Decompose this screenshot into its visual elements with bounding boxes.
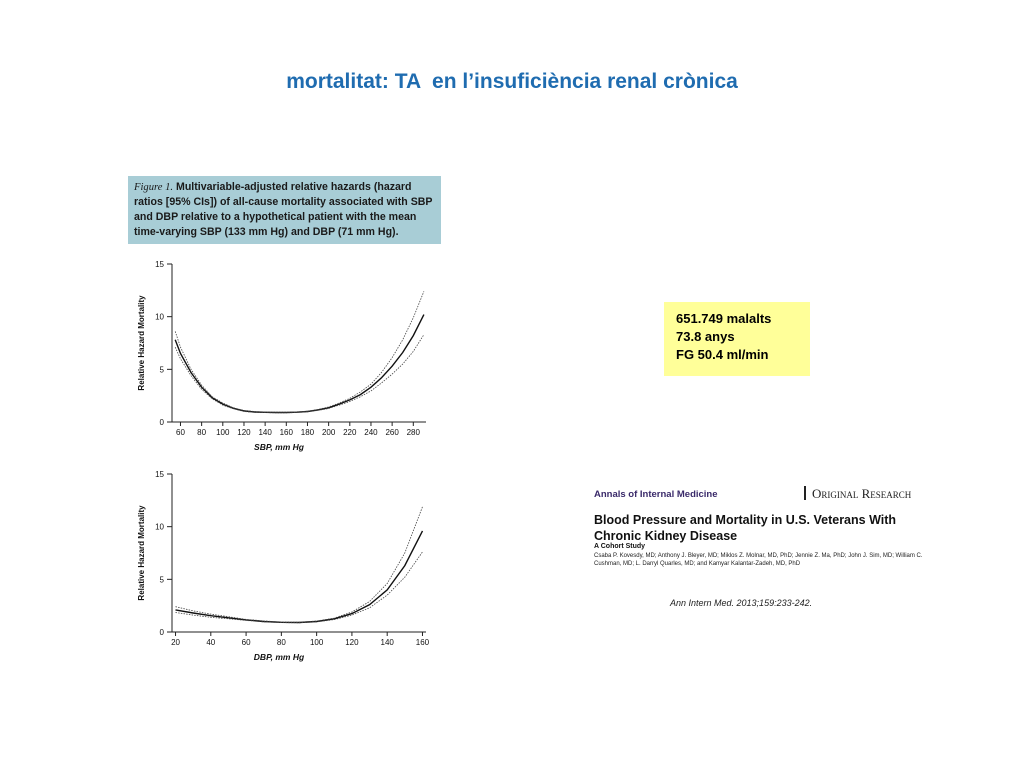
y-tick-label: 0 — [159, 418, 164, 427]
x-tick-label: 240 — [364, 428, 378, 437]
article-citation: Ann Intern Med. 2013;159:233-242. — [670, 598, 813, 608]
x-tick-label: 160 — [415, 638, 430, 647]
x-tick-label: 80 — [276, 638, 286, 647]
y-tick-label: 15 — [155, 260, 164, 269]
lower-ci-line — [176, 552, 423, 623]
x-axis-label: DBP, mm Hg — [253, 652, 305, 662]
patient-summary-note — [664, 302, 810, 376]
note-line-patients: 651.749 malalts — [676, 311, 772, 326]
y-tick-label: 5 — [159, 575, 164, 585]
article-section — [804, 486, 911, 502]
upper-ci-line — [176, 507, 423, 623]
y-tick-label: 5 — [159, 365, 164, 375]
y-axis-label: Relative Hazard Mortality — [137, 295, 146, 391]
hazard-line — [175, 315, 424, 413]
y-tick-label: 15 — [155, 470, 164, 479]
x-tick-label: 40 — [206, 638, 216, 647]
x-tick-label: 260 — [385, 428, 399, 437]
x-tick-label: 140 — [258, 428, 272, 437]
x-axis-label: SBP, mm Hg — [254, 442, 304, 452]
section-divider — [804, 486, 806, 500]
x-tick-label: 60 — [241, 638, 251, 647]
figure-caption — [128, 176, 441, 244]
x-tick-label: 200 — [321, 428, 336, 437]
y-axis-label: Relative Hazard Mortality — [137, 505, 146, 601]
x-tick-label: 100 — [216, 428, 230, 437]
x-tick-label: 20 — [171, 638, 180, 647]
x-tick-label: 80 — [197, 428, 207, 437]
y-tick-label: 10 — [155, 522, 164, 532]
section-label: Original Research — [812, 486, 912, 501]
x-tick-label: 140 — [380, 638, 394, 647]
upper-ci-line — [175, 291, 424, 412]
x-tick-label: 220 — [343, 428, 357, 437]
dbp-mortality-chart — [128, 466, 438, 670]
x-tick-label: 180 — [300, 428, 315, 437]
note-line-age: 73.8 anys — [676, 329, 735, 344]
y-tick-label: 10 — [155, 312, 164, 322]
x-tick-label: 60 — [176, 428, 185, 437]
note-line-gfr: FG 50.4 ml/min — [676, 347, 769, 362]
x-tick-label: 100 — [309, 638, 324, 647]
slide-title: mortalitat: TA en l’insuficiència renal crònica — [286, 70, 738, 93]
article-subtitle: A Cohort Study — [594, 543, 646, 550]
x-tick-label: 280 — [406, 428, 420, 437]
article-authors: Csaba P. Kovesdy, MD; Anthony J. Bleyer, MD; Miklos Z. Molnar, MD, PhD; Jennie Z. Ma, PhD; John J. Sim, MD; William C. Cushman, MD; L. Darryl Quarles, MD; and Kamyar Kalantar-Zadeh, MD, PhD — [594, 553, 923, 567]
x-tick-label: 120 — [237, 428, 251, 437]
figure-label: Figure 1. — [134, 182, 174, 193]
y-tick-label: 0 — [159, 628, 164, 637]
x-tick-label: 120 — [345, 638, 359, 647]
x-tick-label: 160 — [279, 428, 293, 437]
hazard-line — [176, 531, 423, 623]
lower-ci-line — [175, 335, 424, 413]
journal-name: Annals of Internal Medicine — [594, 489, 718, 500]
sbp-mortality-chart — [128, 256, 438, 460]
figure-caption-text: Multivariable-adjusted relative hazards (hazard ratios [95% CIs]) of all-cause mortality associated with SBP and DBP relative to a hypothetical patient with the mean time-varying SBP (133 mm Hg) and DBP (71 mm Hg). — [134, 181, 433, 238]
article-title: Blood Pressure and Mortality in U.S. Veterans With Chronic Kidney Disease — [594, 513, 897, 543]
